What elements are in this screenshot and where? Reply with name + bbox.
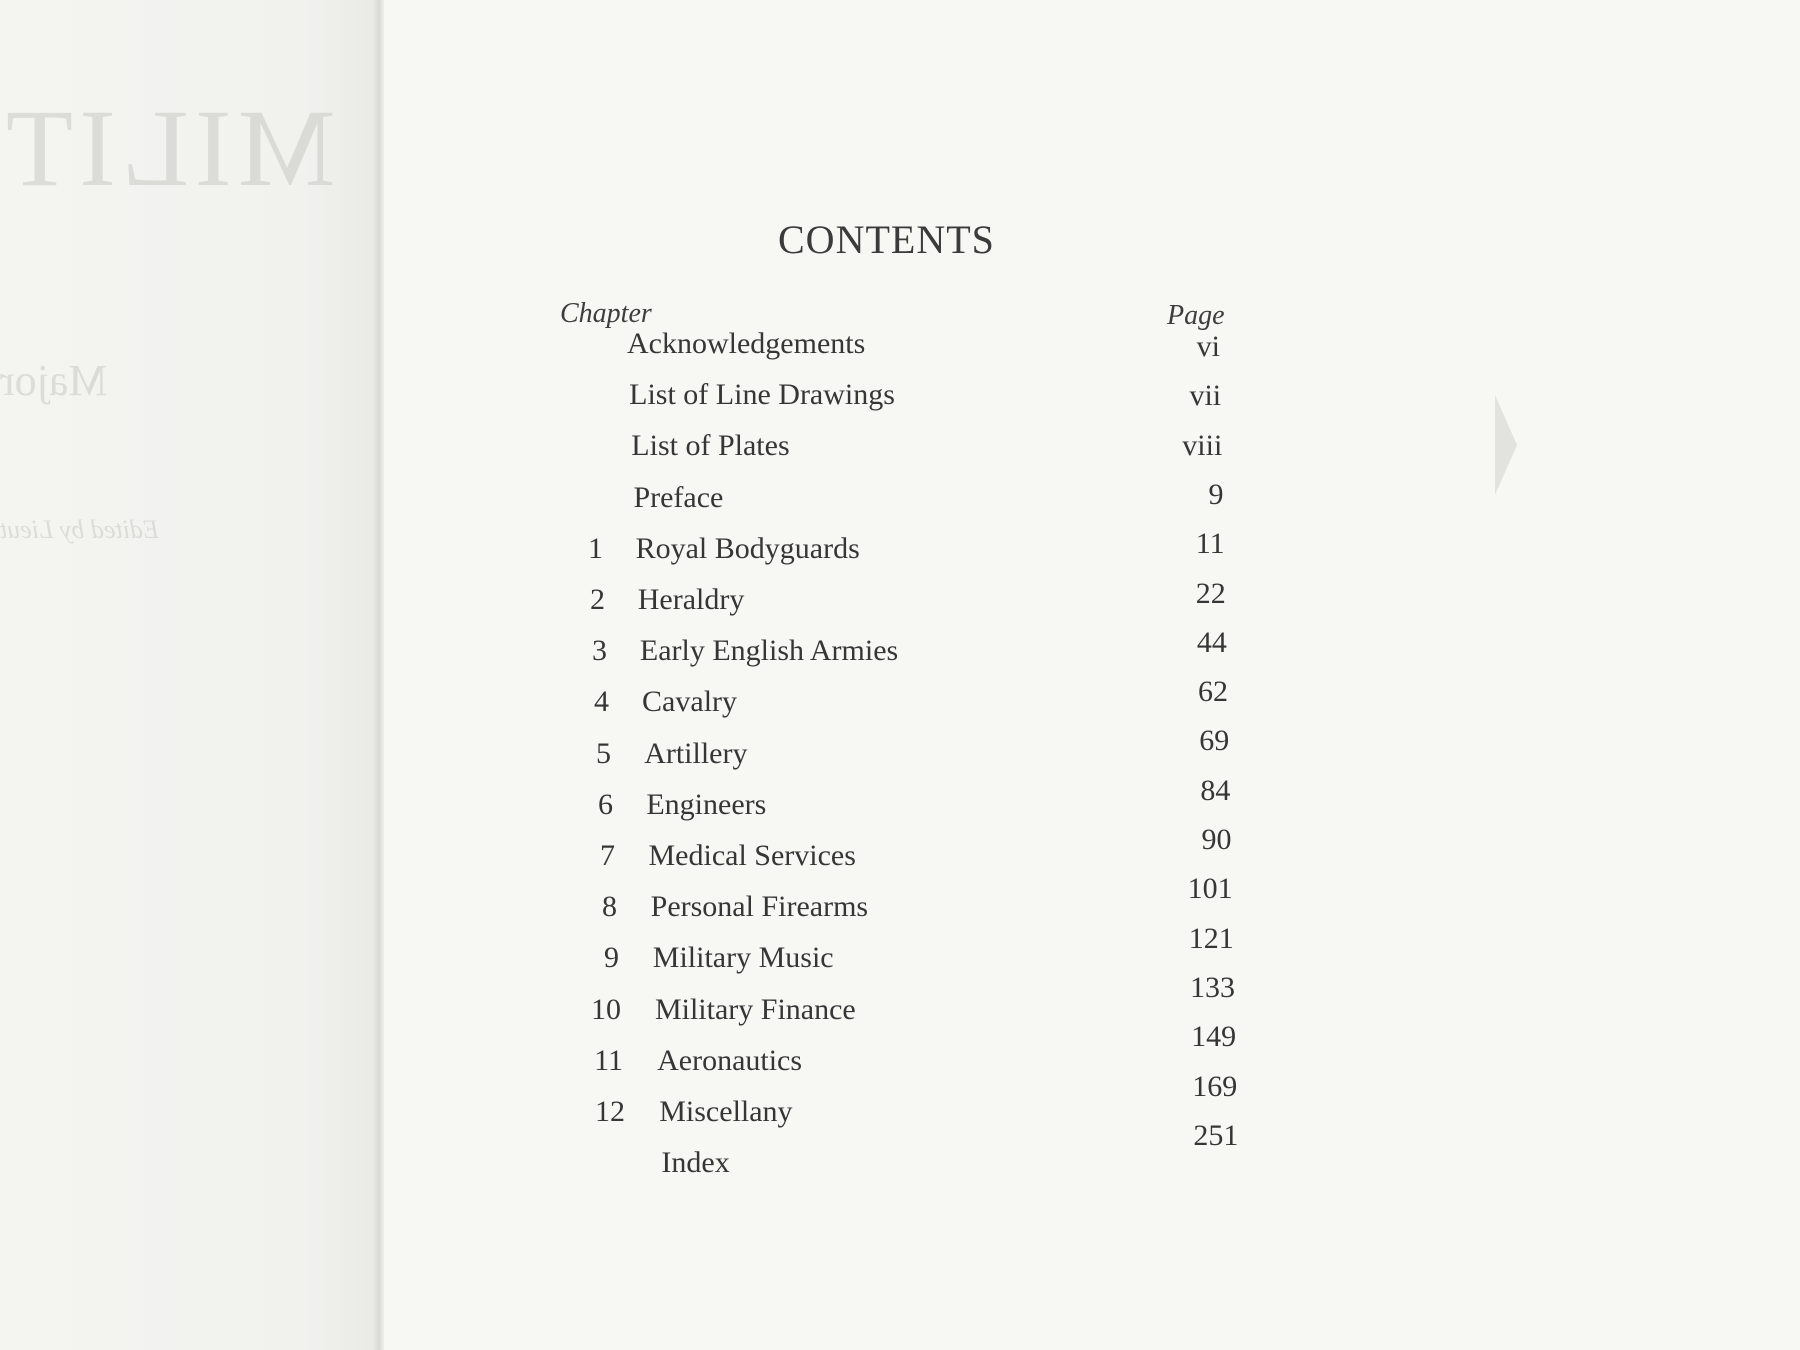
- toc-page-number: 84: [1200, 773, 1231, 807]
- toc-entry-title: Military Finance: [654, 992, 856, 1026]
- toc-entry-title: Acknowledgements: [627, 327, 866, 360]
- toc-entry-title: Personal Firearms: [650, 890, 869, 924]
- bleed-through-editor: Edited by Lieut: [0, 515, 159, 544]
- toc-entry-title: Royal Bodyguards: [635, 531, 860, 565]
- toc-chapter-number: 5: [596, 736, 611, 770]
- toc-entry-title: Miscellany: [659, 1095, 793, 1128]
- toc-entry-title: Early English Armies: [639, 634, 899, 668]
- bleed-through-title: MILIT: [0, 87, 336, 209]
- toc-chapter-number: 6: [598, 787, 613, 821]
- page-tab-shadow: [1495, 395, 1517, 495]
- toc-entry-title: Aeronautics: [657, 1043, 803, 1077]
- toc-chapter-number: 3: [592, 634, 607, 668]
- toc-page-number: 251: [1193, 1118, 1239, 1152]
- toc-page-number: vi: [1196, 330, 1220, 363]
- toc-entry-title: Heraldry: [637, 583, 745, 616]
- page-column-label: Page: [1167, 300, 1225, 331]
- toc-entry-title: Military Music: [652, 941, 834, 975]
- toc-page-number: 101: [1187, 872, 1233, 906]
- toc-page-number: 22: [1195, 576, 1226, 610]
- toc-entry-title: Artillery: [644, 736, 748, 770]
- contents-heading-text: CONTENTS: [778, 217, 995, 262]
- toc-page-number: 121: [1188, 921, 1234, 955]
- book-gutter: [374, 0, 384, 1350]
- toc-entry-title: List of Line Drawings: [629, 378, 895, 412]
- toc-entry-title: Index: [661, 1146, 730, 1180]
- toc-page-number: 90: [1201, 823, 1232, 856]
- toc-entry-title: Medical Services: [648, 839, 856, 872]
- left-page: [0, 0, 380, 1350]
- toc-page-number: 169: [1192, 1069, 1238, 1103]
- toc-chapter-number: 4: [594, 685, 609, 719]
- toc-entry-title: Preface: [633, 480, 724, 514]
- toc-entry-title: List of Plates: [631, 429, 790, 463]
- toc-page-number: 133: [1189, 970, 1235, 1004]
- toc-chapter-number: 7: [600, 839, 615, 872]
- toc-page-number: 44: [1196, 625, 1227, 659]
- toc-chapter-number: 2: [590, 583, 605, 616]
- toc-page-number: 149: [1191, 1020, 1237, 1054]
- bleed-through-author: Major: [0, 356, 108, 405]
- toc-page-number: 9: [1208, 477, 1224, 511]
- toc-page-number: vii: [1189, 379, 1222, 413]
- toc-page-number: 62: [1198, 675, 1229, 709]
- toc-chapter-number: 8: [602, 890, 617, 924]
- chapter-column-label: Chapter: [560, 298, 652, 329]
- toc-entry-title: Cavalry: [642, 685, 738, 719]
- toc-chapter-number: 9: [604, 941, 619, 975]
- toc-chapter-number: 11: [594, 1043, 623, 1077]
- right-page: [384, 0, 1800, 1350]
- toc-page-number: 69: [1199, 724, 1230, 758]
- toc-chapter-number: 12: [595, 1095, 625, 1128]
- toc-chapter-number: 1: [588, 531, 603, 565]
- toc-entry-title: Engineers: [646, 787, 767, 821]
- toc-page-number: viii: [1182, 428, 1223, 462]
- toc-chapter-number: 10: [591, 992, 621, 1026]
- toc-page-number: 11: [1195, 527, 1225, 561]
